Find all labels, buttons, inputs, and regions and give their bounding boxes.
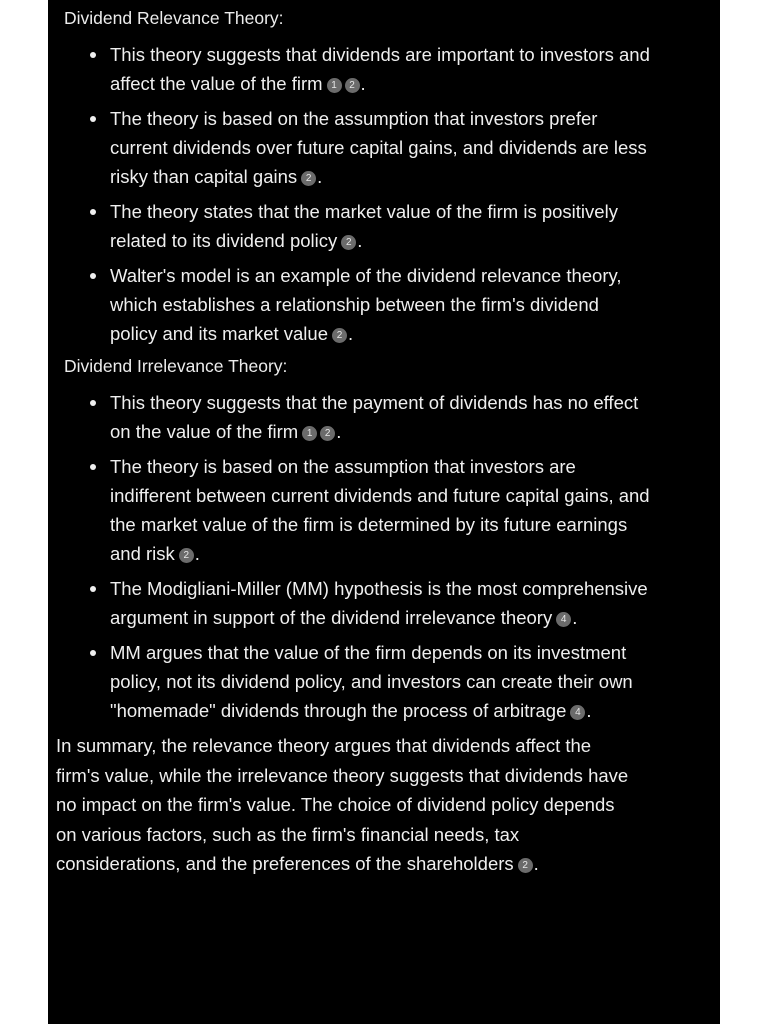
period: . — [360, 73, 366, 94]
list-item-text: This theory suggests that dividends are important to investors and affect the value of the firm — [110, 44, 650, 94]
list-item — [110, 574, 700, 632]
period: . — [348, 323, 354, 344]
citation-badge[interactable]: 2 — [341, 235, 356, 250]
list-item-text: This theory suggests that the payment of dividends has no effect on the value of the firm — [110, 392, 639, 442]
list-item-text: The theory states that the market value of the firm is positively related to its dividend policy — [110, 201, 618, 251]
citation-badge[interactable]: 1 — [327, 78, 342, 93]
list-item-text: The theory is based on the assumption that investors are indifferent between current dividends and future capital gains, and the market value of the firm is determined by its future earnings and risk — [110, 456, 650, 564]
citation-badge[interactable]: 2 — [320, 426, 335, 441]
list-item-text: MM argues that the value of the firm depends on its investment policy, not its dividend policy, and investors can create their own "homemade" dividends through the process of arbitrage — [110, 642, 633, 721]
summary-text: In summary, the relevance theory argues that dividends affect the firm's value, while the irrelevance theory suggests that dividends have no impact on the firm's value. The choice of dividend policy depends on various factors, such as the firm's financial needs, tax considerations, and the preferences of the shareholders — [56, 735, 629, 874]
period: . — [336, 421, 342, 442]
list-item — [110, 388, 700, 446]
citation-badge[interactable]: 4 — [570, 705, 585, 720]
period: . — [533, 853, 539, 874]
citation-badge[interactable]: 2 — [518, 858, 533, 873]
irrelevance-heading: Dividend Irrelevance Theory: — [64, 356, 288, 376]
relevance-list — [62, 40, 700, 348]
list-item — [110, 638, 700, 725]
list-item — [110, 40, 700, 98]
citation-badge[interactable]: 4 — [556, 612, 571, 627]
citation-badge[interactable]: 2 — [345, 78, 360, 93]
period: . — [357, 230, 363, 251]
list-item-text: The theory is based on the assumption that investors prefer current dividends over future capital gains, and dividends are less risky than capital gains — [110, 108, 647, 187]
citation-badge[interactable]: 2 — [332, 328, 347, 343]
summary-paragraph — [56, 731, 700, 879]
citation-badge[interactable]: 2 — [301, 171, 316, 186]
period: . — [586, 700, 592, 721]
relevance-heading: Dividend Relevance Theory: — [64, 8, 284, 28]
list-item — [110, 261, 700, 348]
citation-badge[interactable]: 1 — [302, 426, 317, 441]
irrelevance-list — [62, 388, 700, 725]
period: . — [194, 543, 200, 564]
citation-badge[interactable]: 2 — [179, 548, 194, 563]
response-panel — [48, 0, 720, 1024]
period: . — [572, 607, 578, 628]
list-item-text: Walter's model is an example of the dividend relevance theory, which establishes a relationship between the firm's dividend policy and its market value — [110, 265, 622, 344]
list-item — [110, 104, 700, 191]
list-item — [110, 197, 700, 255]
list-item-text: The Modigliani-Miller (MM) hypothesis is the most comprehensive argument in support of the dividend irrelevance theory — [110, 578, 648, 628]
list-item — [110, 452, 700, 568]
period: . — [317, 166, 323, 187]
